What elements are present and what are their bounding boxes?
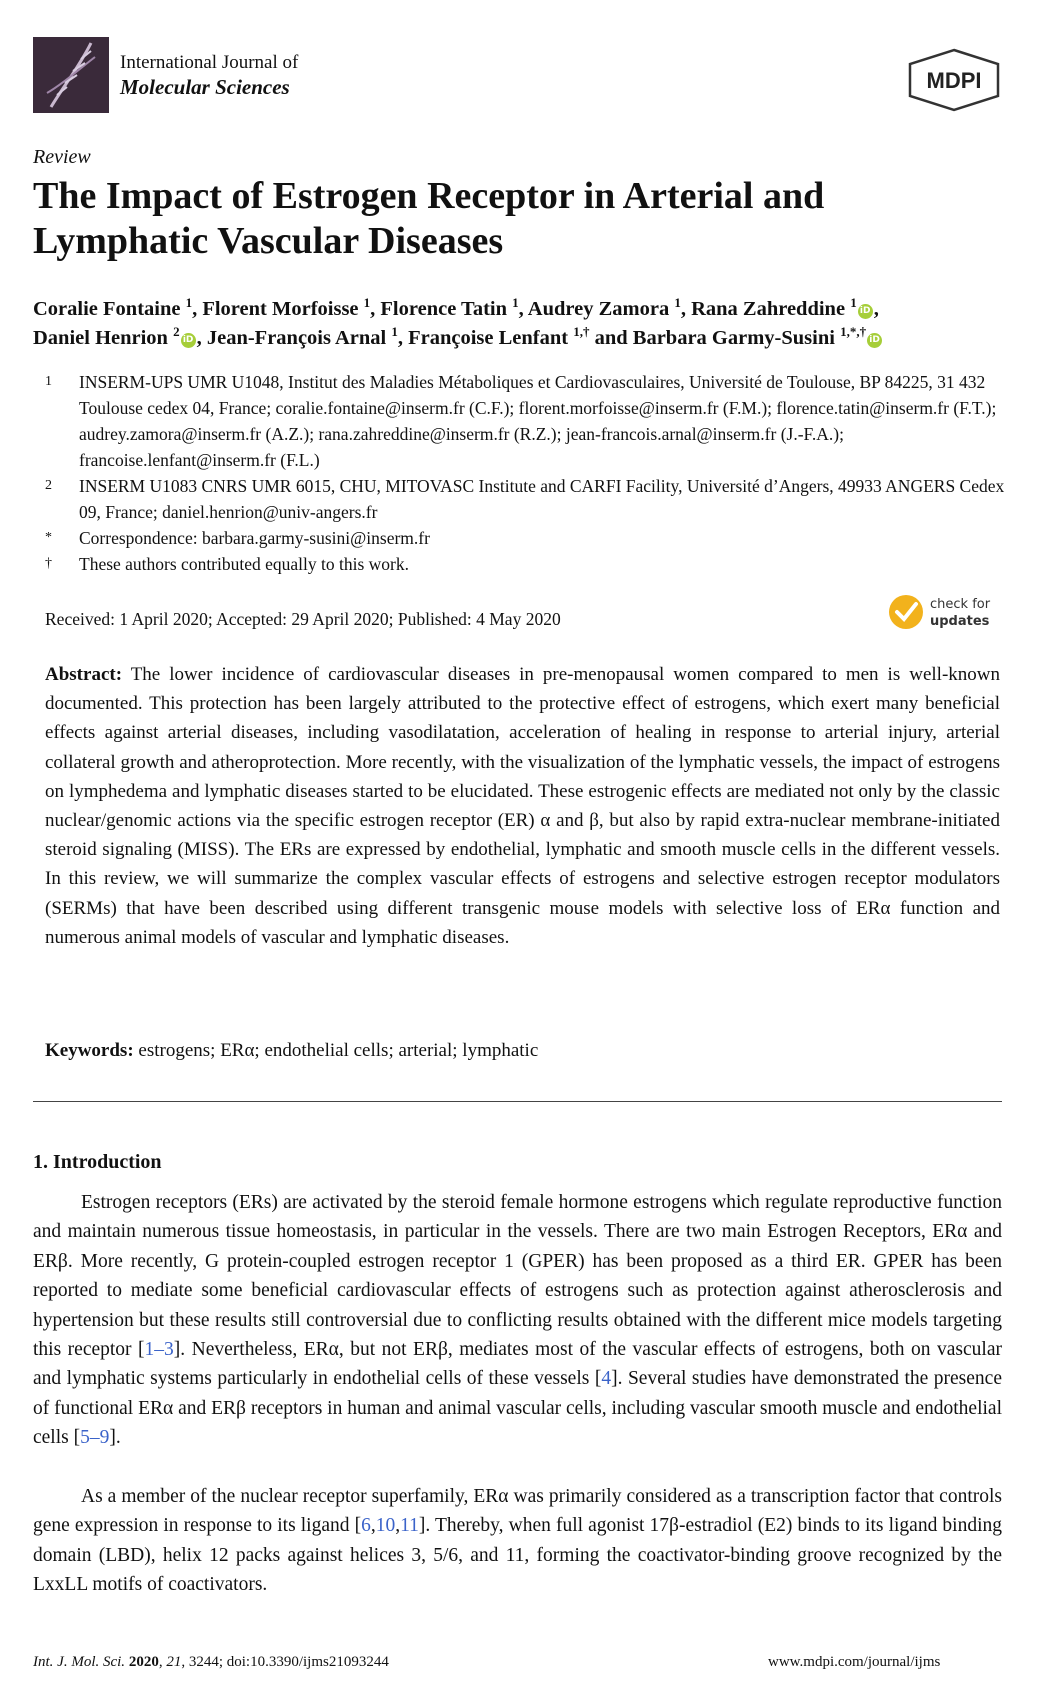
author-separator: ,	[192, 298, 203, 320]
check-for-updates-icon	[889, 595, 923, 629]
author	[527, 295, 692, 320]
author-affiliation-sup: 1,†	[573, 324, 590, 340]
paragraph-text: ,	[370, 1515, 376, 1537]
author-name: Audrey Zamora	[527, 298, 675, 320]
author	[202, 295, 381, 320]
author-affiliation-sup: 1	[850, 295, 857, 311]
intro-paragraph-2	[33, 1482, 1002, 1600]
author-name: Coralie Fontaine	[33, 298, 186, 320]
author-separator: ,	[873, 298, 879, 320]
author-separator: ,	[397, 327, 409, 349]
check-for-updates-line1: check for	[930, 597, 991, 612]
article-title: The Impact of Estrogen Receptor in Arterial and Lymphatic Vascular Diseases	[33, 175, 825, 262]
footer-doi: , 3244; doi:10.3390/ijms21093244	[181, 1654, 389, 1670]
affiliation-text: INSERM U1083 CNRS UMR 6015, CHU, MITOVASC Institute and CARFI Facility, Université d’Angers, 49933 ANGERS Cedex 09, France; daniel.henrion@univ-angers.fr	[79, 476, 1005, 522]
affiliation-text: Correspondence: barbara.garmy-susini@inserm.fr	[79, 528, 430, 548]
publication-dates: Received: 1 April 2020; Accepted: 29 April 2020; Published: 4 May 2020	[45, 609, 561, 629]
article-type: Review	[33, 146, 91, 168]
paragraph-text: ]. Thereby, when full agonist 17β-estradiol (E2) binds to its ligand binding domain (LBD), helix 12 packs against helices 3, 5/6, and 11, forming the coactivator-binding groove recognized by the LxxLL motifs of coactivators.	[33, 1515, 1002, 1596]
author	[206, 324, 409, 349]
citation-link[interactable]: 11	[400, 1515, 419, 1537]
paragraph-text: As a member of the nuclear receptor superfamily, ERα was primarily considered as a transcription factor that controls gene expression in response to its ligand [	[33, 1486, 1002, 1537]
author-affiliation-sup: 1	[185, 295, 193, 311]
footer-citation: Int. J. Mol. Sci. 2020, 21, 3244; doi:10.3390/ijms21093244	[33, 1654, 389, 1670]
author	[632, 324, 883, 349]
paragraph-text: ,	[395, 1515, 401, 1537]
author	[380, 295, 528, 320]
author-name: Françoise Lenfant	[408, 327, 574, 349]
affiliation-text: These authors contributed equally to this work.	[79, 554, 409, 574]
affiliation-text: INSERM-UPS UMR U1048, Institut des Maladies Métaboliques et Cardiovasculaires, Université de Toulouse, BP 84225, 31 432 Toulouse cedex 04, France; coralie.fontaine@inserm.fr (C.F.); florent.morfoisse@inserm.fr (F.M.); florence.tatin@inserm.fr (F.T.); audrey.zamora@inserm.fr (A.Z.); rana.zahreddine@inserm.fr (R.Z.); jean-francois.arnal@inserm.fr (J.-F.A.); francoise.lenfant@inserm.fr (F.L.)	[79, 372, 997, 470]
affiliation-mark: 2	[45, 478, 52, 493]
citation-link[interactable]: 4	[601, 1368, 612, 1390]
keywords-label: Keywords:	[45, 1040, 134, 1061]
author-affiliation-sup: 1	[363, 295, 371, 311]
journal-logo-icon	[33, 37, 109, 113]
check-for-updates-button[interactable]	[886, 590, 1006, 634]
author-name: Rana Zahreddine	[691, 298, 851, 320]
journal-name	[120, 50, 298, 100]
author-affiliation-sup: 1	[391, 324, 398, 340]
author-separator: ,	[196, 327, 207, 349]
journal-name-line2: Molecular Sciences	[120, 75, 290, 99]
section-heading: 1. Introduction	[33, 1151, 162, 1173]
intro-paragraph-1	[33, 1188, 1002, 1453]
author	[33, 324, 207, 349]
citation-link[interactable]: 6	[361, 1515, 371, 1537]
citation-link[interactable]: 1–3	[144, 1339, 174, 1361]
affiliation-mark: 1	[45, 374, 52, 389]
paragraph-text: ]. Nevertheless, ERα, but not ERβ, mediates most of the vascular effects of estrogens, both on vascular and lymphatic systems particularly in endothelial cells of these vessels [	[33, 1339, 1002, 1390]
author-separator: and	[589, 327, 633, 349]
footer-volume: 21	[166, 1654, 182, 1670]
journal-name-line1: International Journal of	[120, 52, 299, 73]
affiliation-mark: *	[45, 530, 52, 545]
author-affiliation-sup: 1	[674, 295, 681, 311]
author-name: Florent Morfoisse	[202, 298, 364, 320]
footer-journal-abbrev: Int. J. Mol. Sci.	[33, 1654, 126, 1670]
author-affiliation-sup: 1,*,†	[840, 324, 867, 340]
affiliation-mark: †	[45, 556, 52, 571]
footer-year: 2020	[128, 1654, 159, 1670]
orcid-icon[interactable]: iD	[858, 304, 873, 319]
paragraph-text: Estrogen receptors (ERs) are activated by the steroid female hormone estrogens which regulate reproductive function and maintain numerous tissue homeostasis, in particular in the vessels. There are two main Estrogen Receptors, ERα and ERβ. More recently, G protein-coupled estrogen receptor 1 (GPER) has been proposed as a third ER. GPER has been reported to mediate some beneficial cardiovascular effects of estrogens such as protection against atherosclerosis and hypertension but these results still controversial due to conflicting results obtained with the different mice models targeting this receptor [	[33, 1192, 1002, 1361]
divider	[33, 1101, 1002, 1102]
affiliation-2	[45, 473, 1005, 525]
mdpi-logo-icon	[906, 48, 1002, 112]
mdpi-logo-text: MDPI	[926, 68, 982, 93]
orcid-icon[interactable]: iD	[867, 333, 882, 348]
author-separator: ,	[370, 298, 381, 320]
abstract-label: Abstract:	[45, 664, 123, 685]
citation-link[interactable]: 10	[375, 1515, 396, 1537]
author-name: Barbara Garmy-Susini	[632, 327, 841, 349]
equal-contribution-note	[45, 551, 1005, 577]
orcid-icon[interactable]: iD	[181, 333, 196, 348]
author-affiliation-sup: 2	[173, 324, 180, 340]
author-separator: ,	[518, 298, 528, 320]
author-name: Florence Tatin	[380, 298, 513, 320]
abstract	[45, 660, 1000, 952]
author	[33, 295, 203, 320]
paragraph-text: ].	[109, 1427, 121, 1449]
paragraph-text: ]. Several studies have demonstrated the presence of functional ERα and ERβ receptors in human and animal vascular cells, including vascular smooth muscle and endothelial cells [	[33, 1368, 1002, 1449]
correspondence	[45, 525, 1005, 551]
keywords	[45, 1040, 538, 1062]
author	[691, 295, 879, 320]
author	[408, 324, 633, 349]
keywords-text: estrogens; ERα; endothelial cells; arterial; lymphatic	[138, 1040, 539, 1061]
citation-link[interactable]: 5–9	[80, 1427, 110, 1449]
author-name: Jean-François Arnal	[206, 327, 392, 349]
affiliation-1	[45, 369, 1005, 473]
abstract-text: The lower incidence of cardiovascular diseases in pre-menopausal women compared to men is well-known documented. This protection has been largely attributed to the protective effect of estrogens, which exert many beneficial effects against arterial diseases, including vasodilatation, acceleration of healing in response to arterial injury, arterial collateral growth and atheroprotection. More recently, with the visualization of the lymphatic vessels, the impact of estrogens on lymphedema and lymphatic diseases started to be elucidated. These estrogenic effects are mediated not only by the classic nuclear/genomic actions via the specific estrogen receptor (ER) α and β, but also by rapid extra-nuclear membrane-initiated steroid signaling (MISS). The ERs are expressed by endothelial, lymphatic and smooth muscle cells in the different vessels. In this review, we will summarize the complex vascular effects of estrogens and selective estrogen receptor modulators (SERMs) that have been described using different transgenic mouse models with selective loss of ERα function and numerous animal models of vascular and lymphatic diseases.	[45, 664, 1000, 948]
footer-journal-url[interactable]: www.mdpi.com/journal/ijms	[768, 1654, 941, 1670]
check-for-updates-line2: updates	[930, 614, 990, 629]
author-separator: ,	[680, 298, 692, 320]
author-affiliation-sup: 1	[512, 295, 519, 311]
author-list	[33, 295, 1013, 353]
author-name: Daniel Henrion	[33, 327, 174, 349]
